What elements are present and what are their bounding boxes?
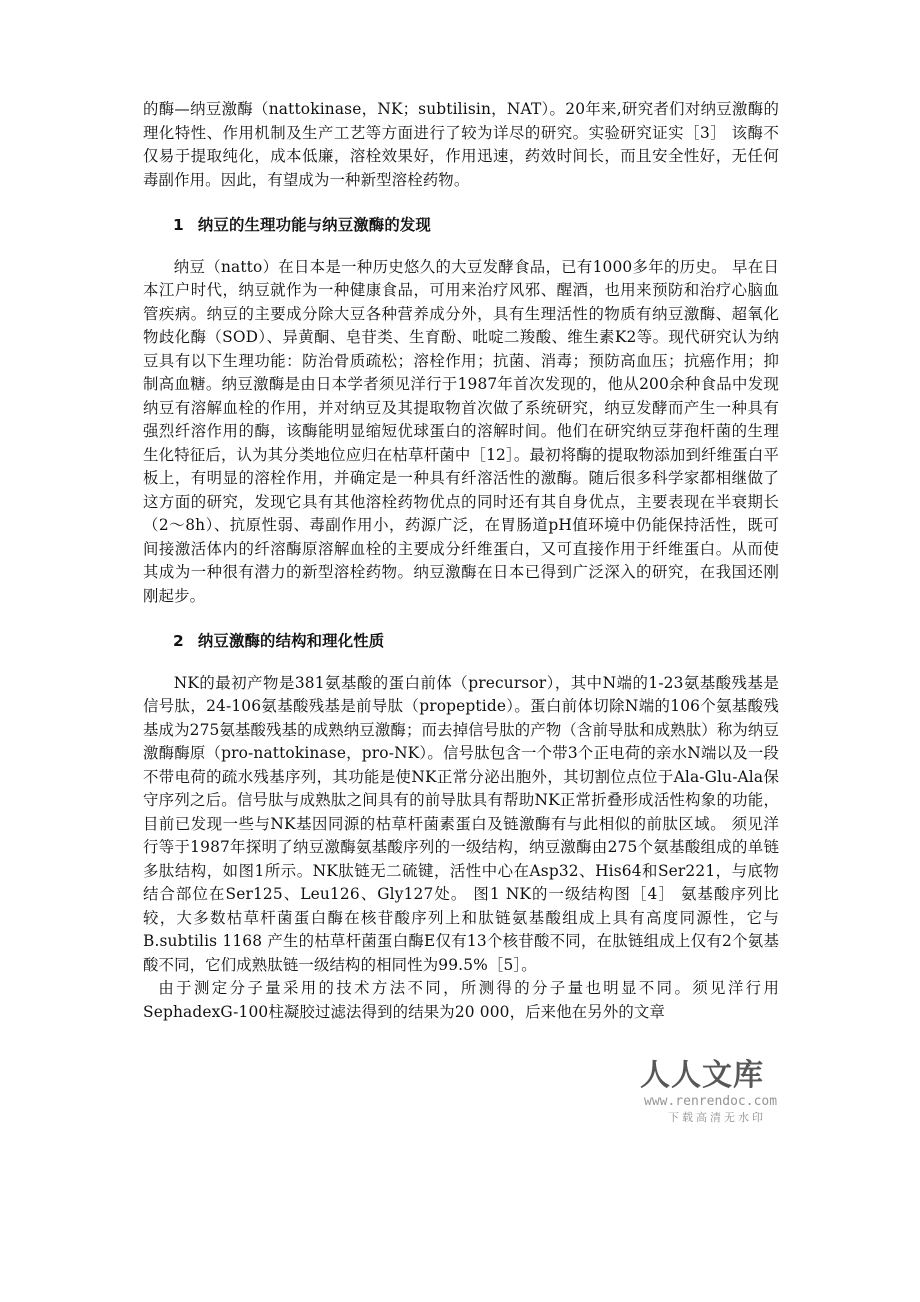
watermark-title: 人人文库 — [640, 1058, 764, 1093]
document-page — [143, 98, 779, 1024]
watermark-logo — [640, 1050, 820, 1125]
section-1-heading — [143, 214, 779, 238]
intro-paragraph: 的酶—纳豆激酶（nattokinase，NK；subtilisin，NAT）。20年来,研究者们对纳豆激酶的理化特性、作用机制及生产工艺等方面进行了较为详尽的研究。实验研究证实［3］ 该酶不仅易于提取纯化，成本低廉，溶栓效果好，作用迅速，药效时间长，而且安全性好，无任何毒副作用。因此，有望成为一种新型溶栓药物。 — [143, 100, 779, 189]
section-2-title: 纳豆激酶的结构和理化性质 — [197, 632, 385, 650]
section-2-paragraph-2: 由于测定分子量采用的技术方法不同，所测得的分子量也明显不同。须见洋行用SephadexG-100柱凝胶过滤法得到的结果为20 000，后来他在另外的文章 — [143, 979, 779, 1021]
section-2-number: 2 — [173, 632, 184, 650]
section-1-number: 1 — [173, 216, 184, 234]
section-2-heading — [143, 630, 779, 654]
section-1-paragraph: 纳豆（natto）在日本是一种历史悠久的大豆发酵食品，已有1000多年的历史。 早在日本江户时代，纳豆就作为一种健康食品，可用来治疗风邪、醒酒，也用来预防和治疗心脑血管疾病。纳豆的主要成分除大豆各种营养成分外，具有生理活性的物质有纳豆激酶、超氧化物歧化酶（SOD）、异黄酮、皂苷类、生育酚、吡啶二羧酸、维生素K2等。现代研究认为纳豆具有以下生理功能：防治骨质疏松；溶栓作用；抗菌、消毒；预防高血压；抗癌作用；抑制高血糖。纳豆激酶是由日本学者须见洋行于1987年首次发现的，他从200余种食品中发现纳豆有溶解血栓的作用，并对纳豆及其提取物首次做了系统研究，纳豆发酵而产生一种具有强烈纤溶作用的酶，该酶能明显缩短优球蛋白的溶解时间。他们在研究纳豆芽孢杆菌的生理生化特征后，认为其分类地位应归在枯草杆菌中［12］。最初将酶的提取物添加到纤维蛋白平板上，有明显的溶栓作用，并确定是一种具有纤溶活性的激酶。随后很多科学家都相继做了这方面的研究，发现它具有其他溶栓药物优点的同时还有其自身优点，主要表现在半衰期长（2～8h）、抗原性弱、毒副作用小，药源广泛，在胃肠道pH值环境中仍能保持活性，既可间接激活体内的纤溶酶原溶解血栓的主要成分纤维蛋白，又可直接作用于纤维蛋白。从而使其成为一种很有潜力的新型溶栓药物。纳豆激酶在日本已得到广泛深入的研究，在我国还刚刚起步。 — [143, 257, 779, 605]
watermark-url: www.renrendoc.com — [644, 1094, 778, 1109]
watermark-subtitle: 下载高清无水印 — [668, 1111, 766, 1124]
section-2-paragraph-1: NK的最初产物是381氨基酸的蛋白前体（precursor），其中N端的1-23氨基酸残基是信号肽，24-106氨基酸残基是前导肽（propeptide）。蛋白前体切除N端的106个氨基酸残基成为275氨基酸残基的成熟纳豆激酶；而去掉信号肽的产物（含前导肽和成熟肽）称为纳豆激酶酶原（pro-nattokinase，pro-NK）。信号肽包含一个带3个正电荷的亲水N端以及一段不带电荷的疏水残基序列，其功能是使NK正常分泌出胞外，其切割位点位于Ala-Glu-Ala保守序列之后。信号肽与成熟肽之间具有的前导肽具有帮助NK正常折叠形成活性构象的功能，目前已发现一些与NK基因同源的枯草杆菌素蛋白及链激酶有与此相似的前肽区域。 须见洋行等于1987年探明了纳豆激酶氨基酸序列的一级结构，纳豆激酶由275个氨基酸组成的单链多肽结构，如图1所示。NK肽链无二硫键，活性中心在Asp32、His64和Ser221，与底物结合部位在Ser125、Leu126、Gly127处。 图1 NK的一级结构图［4］ 氨基酸序列比较，大多数枯草杆菌蛋白酶在核苷酸序列上和肽链氨基酸组成上具有高度同源性，它与B.subtilis 1168 产生的枯草杆菌蛋白酶E仅有13个核苷酸不同，在肽链组成上仅有2个氨基酸不同，它们成熟肽链一级结构的相同性为99.5%［5］。 — [143, 673, 779, 974]
section-1-title: 纳豆的生理功能与纳豆激酶的发现 — [197, 216, 431, 234]
